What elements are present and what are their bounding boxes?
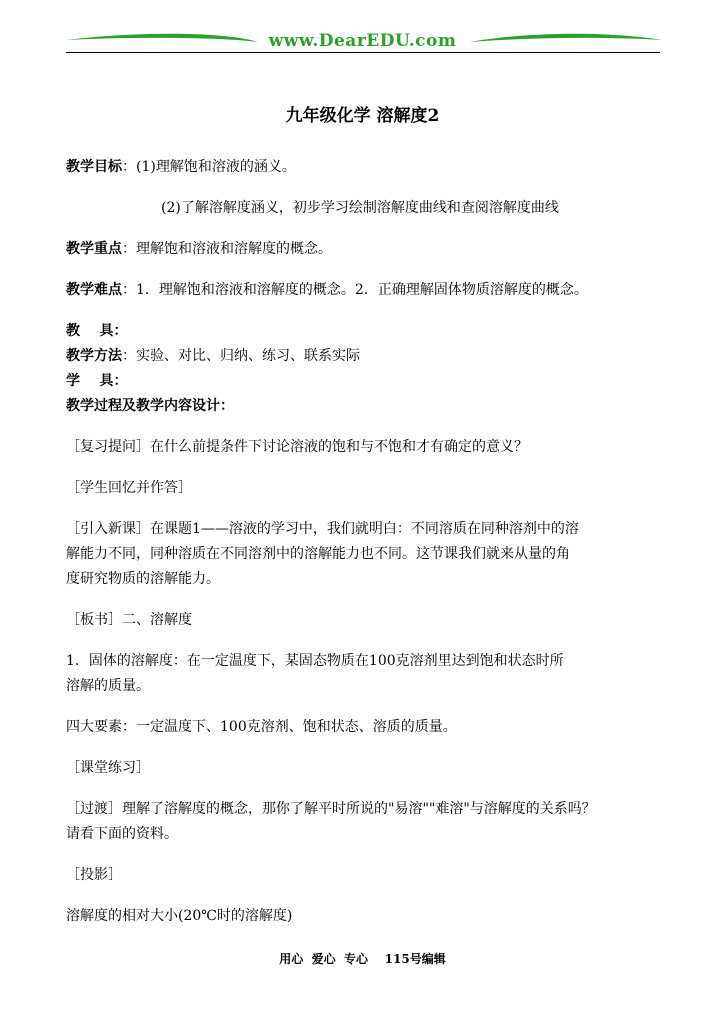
learning-tools-label: 学 具： — [66, 373, 128, 389]
methods-line — [66, 344, 660, 369]
definition-line: 溶解的质量。 — [66, 678, 150, 694]
header-rule — [66, 52, 660, 53]
relative-solubility-caption: 溶解度的相对大小(20℃时的溶解度) — [66, 908, 293, 924]
key-points-line — [66, 237, 660, 262]
difficulties-label: 教学难点 — [66, 282, 122, 298]
process-label: 教学过程及教学内容设计： — [66, 398, 234, 414]
difficulties-line — [66, 278, 660, 303]
transition-line: 请看下面的资料。 — [66, 826, 178, 842]
intro-line: 度研究物质的溶解能力。 — [66, 571, 220, 587]
projection-note: ［投影］ — [66, 867, 122, 883]
four-elements: 四大要素：一定温度下、100克溶剂、饱和状态、溶质的质量。 — [66, 719, 457, 735]
definition-line: 1．固体的溶解度：在一定温度下，某固态物质在100克溶剂里达到饱和状态时所 — [66, 653, 564, 669]
difficulties-text: ：1．理解饱和溶液和溶解度的概念。2．正确理解固体物质溶解度的概念。 — [122, 282, 588, 298]
objectives-label: 教学目标 — [66, 159, 122, 175]
review-question: ［复习提问］在什么前提条件下讨论溶液的饱和与不饱和才有确定的意义？ — [66, 439, 528, 455]
document-body — [66, 155, 660, 929]
page-header — [0, 0, 725, 60]
objectives-item-2: (2)了解溶解度涵义，初步学习绘制溶解度曲线和查阅溶解度曲线 — [161, 200, 559, 216]
methods-text: ：实验、对比、归纳、练习、联系实际 — [122, 348, 360, 364]
board-note: ［板书］二、溶解度 — [66, 612, 192, 628]
header-swoosh-graphic — [0, 0, 725, 60]
page-footer: 用心 爱心 专心 115号编辑 — [279, 952, 446, 966]
objectives-line — [66, 155, 660, 180]
transition-paragraph — [66, 797, 660, 847]
transition-line: ［过渡］理解了溶解度的概念，那你了解平时所说的"易溶""难溶"与溶解度的关系吗？ — [66, 801, 596, 817]
intro-paragraph — [66, 517, 660, 592]
key-points-text: ：理解饱和溶液和溶解度的概念。 — [122, 241, 332, 257]
intro-line: 解能力不同，同种溶质在不同溶剂中的溶解能力也不同。这节课我们就来从量的角 — [66, 546, 570, 562]
key-points-label: 教学重点 — [66, 241, 122, 257]
site-logo: www.DearEDU.com — [268, 31, 457, 51]
objectives-item-1: ：(1)理解饱和溶液的涵义。 — [122, 159, 296, 175]
intro-line: ［引入新课］在课题1——溶液的学习中，我们就明白：不同溶质在同种溶剂中的溶 — [66, 521, 579, 537]
definition-paragraph — [66, 649, 660, 699]
page-title: 九年级化学 溶解度2 — [285, 106, 440, 126]
student-answer: ［学生回忆并作答］ — [66, 480, 192, 496]
methods-label: 教学方法 — [66, 348, 122, 364]
teaching-tools-label: 教 具： — [66, 323, 128, 339]
class-practice: ［课堂练习］ — [66, 760, 150, 776]
